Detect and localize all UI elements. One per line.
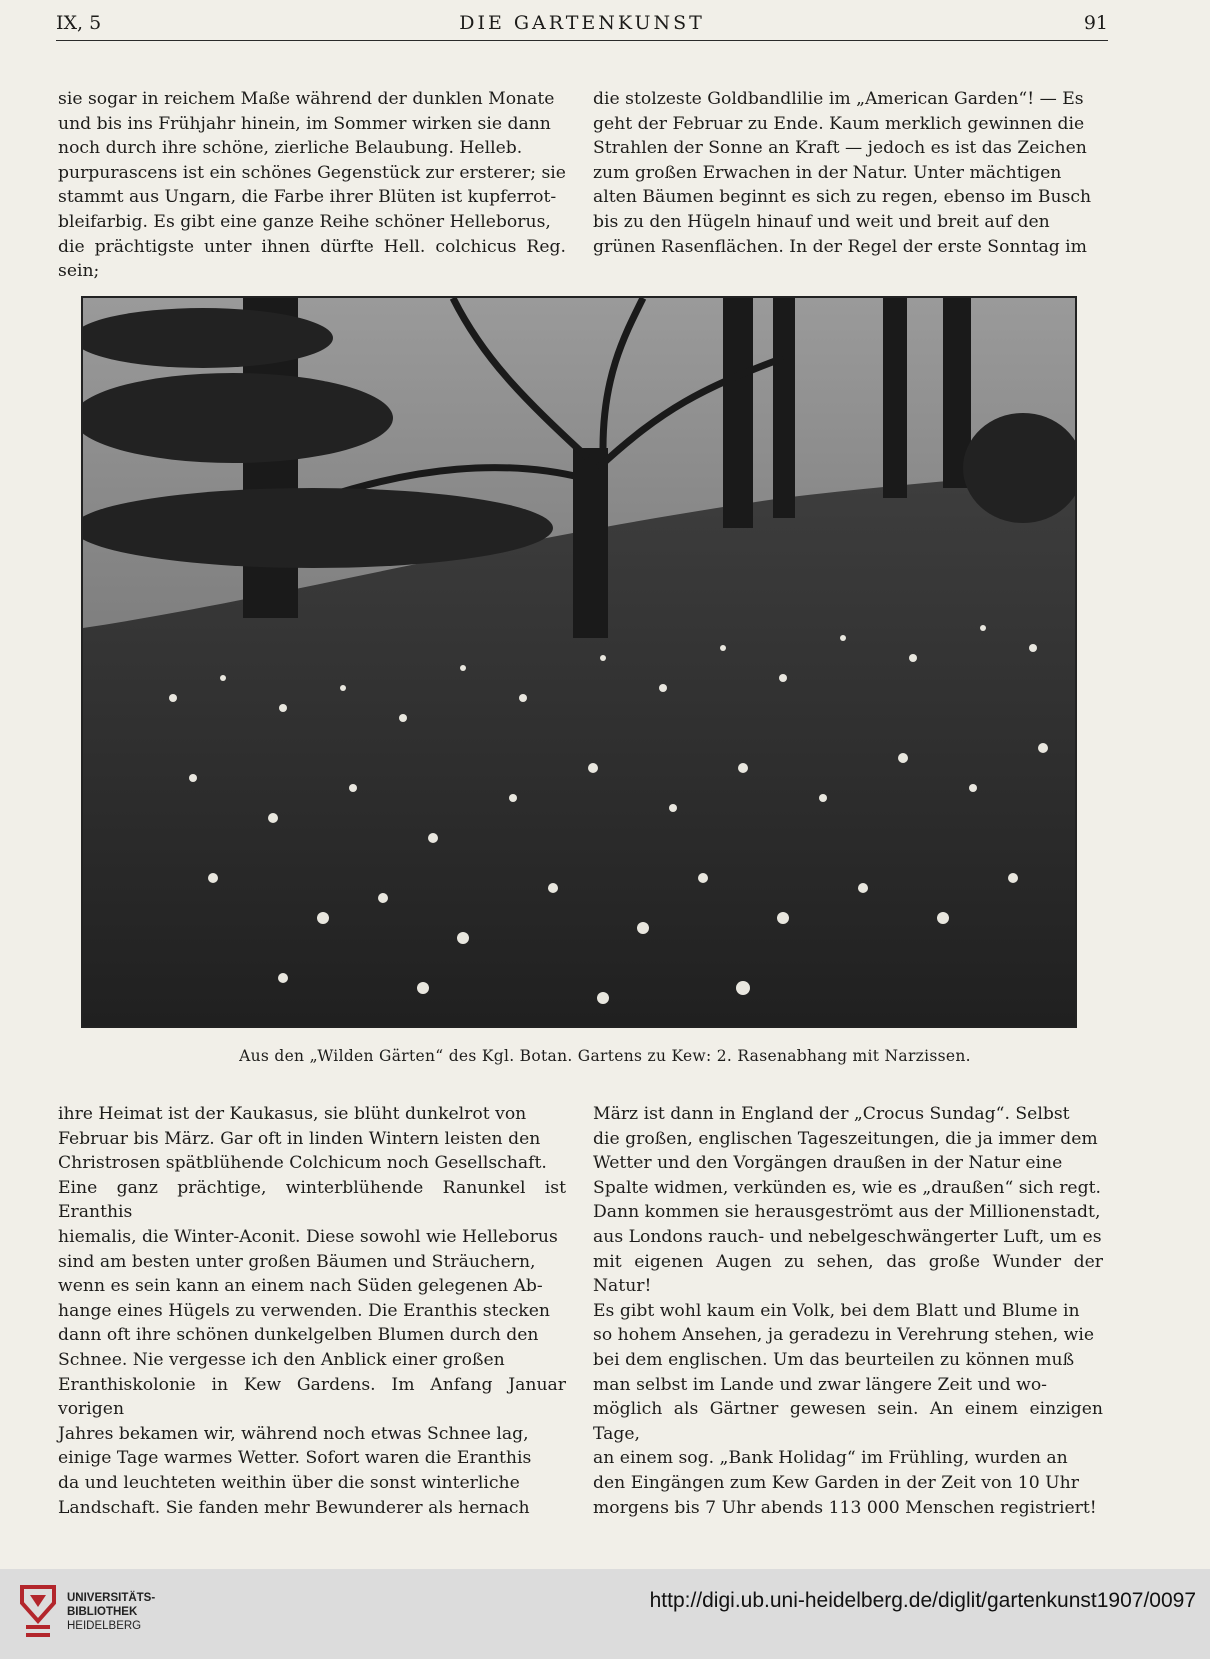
text-line: purpurascens ist ein schönes Gegenstück zur ersterer; sie [58,162,566,183]
text-line: März ist dann in England der „Crocus Sundag“. Selbst [593,1104,1070,1124]
text-line: die prächtigste unter ihnen dürfte Hell. colchicus Reg. sein; [58,236,566,282]
text-line: Jahres bekamen wir, während noch etwas Schnee lag, [58,1423,529,1444]
library-name-line: HEIDELBERG [67,1620,142,1632]
text-line: Februar bis März. Gar oft in linden Wintern leisten den [58,1128,541,1149]
text-line: die stolzeste Goldbandlilie im „American Garden“! — Es [593,89,1084,109]
text-line: und bis ins Frühjahr hinein, im Sommer wirken sie dann [58,113,551,134]
text-line: die großen, englischen Tageszeitungen, die ja immer dem [593,1128,1098,1149]
text-line: noch durch ihre schöne, zierliche Belaubung. Helleb. [58,138,523,159]
text-line: Wetter und den Vorgängen draußen in der Natur eine [593,1153,1063,1174]
library-name-line: BIBLIOTHEK [67,1606,138,1618]
text-line: morgens bis 7 Uhr abends 113 000 Menschen registriert! [593,1497,1097,1518]
text-line: hange eines Hügels zu verwenden. Die Eranthis stecken [58,1300,550,1321]
figure-caption: Aus den „Wilden Gärten“ des Kgl. Botan. Gartens zu Kew: 2. Rasenabhang mit Narzissen. [239,1047,971,1065]
text-line: ihre Heimat ist der Kaukasus, sie blüht dunkelrot von [58,1104,527,1124]
text-line: bei dem englischen. Um das beurteilen zu können muß [593,1349,1075,1370]
bottom-right-column [593,1102,1103,1520]
text-line: geht der Februar zu Ende. Kaum merklich gewinnen die [593,113,1085,134]
journal-title: DIE GARTENKUNST [459,12,705,34]
text-line: stammt aus Ungarn, die Farbe ihrer Blüten ist kupferrot- [58,187,557,208]
text-line: dann oft ihre schönen dunkelgelben Blumen durch den [58,1325,539,1346]
text-line: Eranthiskolonie in Kew Gardens. Im Anfang Januar vorigen [58,1374,566,1420]
top-left-column [58,87,566,284]
text-line: Es gibt wohl kaum ein Volk, bei dem Blatt und Blume in [593,1300,1080,1321]
text-line: so hohem Ansehen, ja geradezu in Verehrung stehen, wie [593,1325,1095,1346]
text-line: sind am besten unter großen Bäumen und Sträuchern, [58,1251,536,1272]
text-line: man selbst im Lande und zwar längere Zeit und wo- [593,1374,1047,1395]
text-line: sie sogar in reichem Maße während der dunklen Monate [58,89,555,109]
text-line: Schnee. Nie vergesse ich den Anblick einer großen [58,1349,505,1370]
library-name [67,1591,155,1633]
text-line: Strahlen der Sonne an Kraft — jedoch es ist das Zeichen [593,138,1087,159]
text-line: mit eigenen Augen zu sehen, das große Wunder der Natur! [593,1251,1103,1297]
text-line: Spalte widmen, verkünden es, wie es „draußen“ sich regt. [593,1177,1101,1198]
bottom-left-column [58,1102,566,1520]
photo-daffodil-slope [81,296,1077,1028]
top-right-column [593,87,1103,259]
page-number: 91 [1083,12,1108,34]
volume-issue: IX, 5 [56,12,102,34]
text-line: wenn es sein kann an einem nach Süden gelegenen Ab- [58,1276,543,1297]
text-line: aus Londons rauch- und nebelgeschwängerter Luft, um es [593,1226,1102,1247]
text-line: Landschaft. Sie fanden mehr Bewunderer als hernach [58,1497,530,1518]
source-url-link[interactable]: http://digi.ub.uni-heidelberg.de/diglit/gartenkunst1907/0097 [649,1589,1196,1612]
text-line: da und leuchteten weithin über die sonst winterliche [58,1472,520,1493]
text-line: möglich als Gärtner gewesen sein. An einem einzigen Tage, [593,1399,1103,1444]
text-line: Dann kommen sie herausgeströmt aus der Millionenstadt, [593,1202,1101,1223]
text-line: bleifarbig. Es gibt eine ganze Reihe schöner Helleborus, [58,211,551,232]
text-line: alten Bäumen beginnt es sich zu regen, ebenso im Busch [593,187,1092,208]
text-line: einige Tage warmes Wetter. Sofort waren die Eranthis [58,1448,532,1469]
text-line: bis zu den Hügeln hinauf und weit und breit auf den [593,211,1050,232]
text-line: grünen Rasenflächen. In der Regel der erste Sonntag im [593,236,1087,257]
text-line: Eine ganz prächtige, winterblühende Ranunkel ist Eranthis [58,1177,566,1223]
text-line: Christrosen spätblühende Colchicum noch Gesellschaft. [58,1153,547,1174]
library-logo-icon[interactable] [16,1583,60,1643]
library-name-line: UNIVERSITÄTS- [67,1592,156,1604]
library-footer [0,1569,1210,1659]
text-line: den Eingängen zum Kew Garden in der Zeit von 10 Uhr [593,1472,1079,1493]
text-line: an einem sog. „Bank Holidag“ im Frühling, wurden an [593,1448,1068,1469]
text-line: hiemalis, die Winter-Aconit. Diese sowohl wie Helleborus [58,1226,558,1247]
page-header [56,6,1108,41]
text-line: zum großen Erwachen in der Natur. Unter mächtigen [593,162,1062,183]
